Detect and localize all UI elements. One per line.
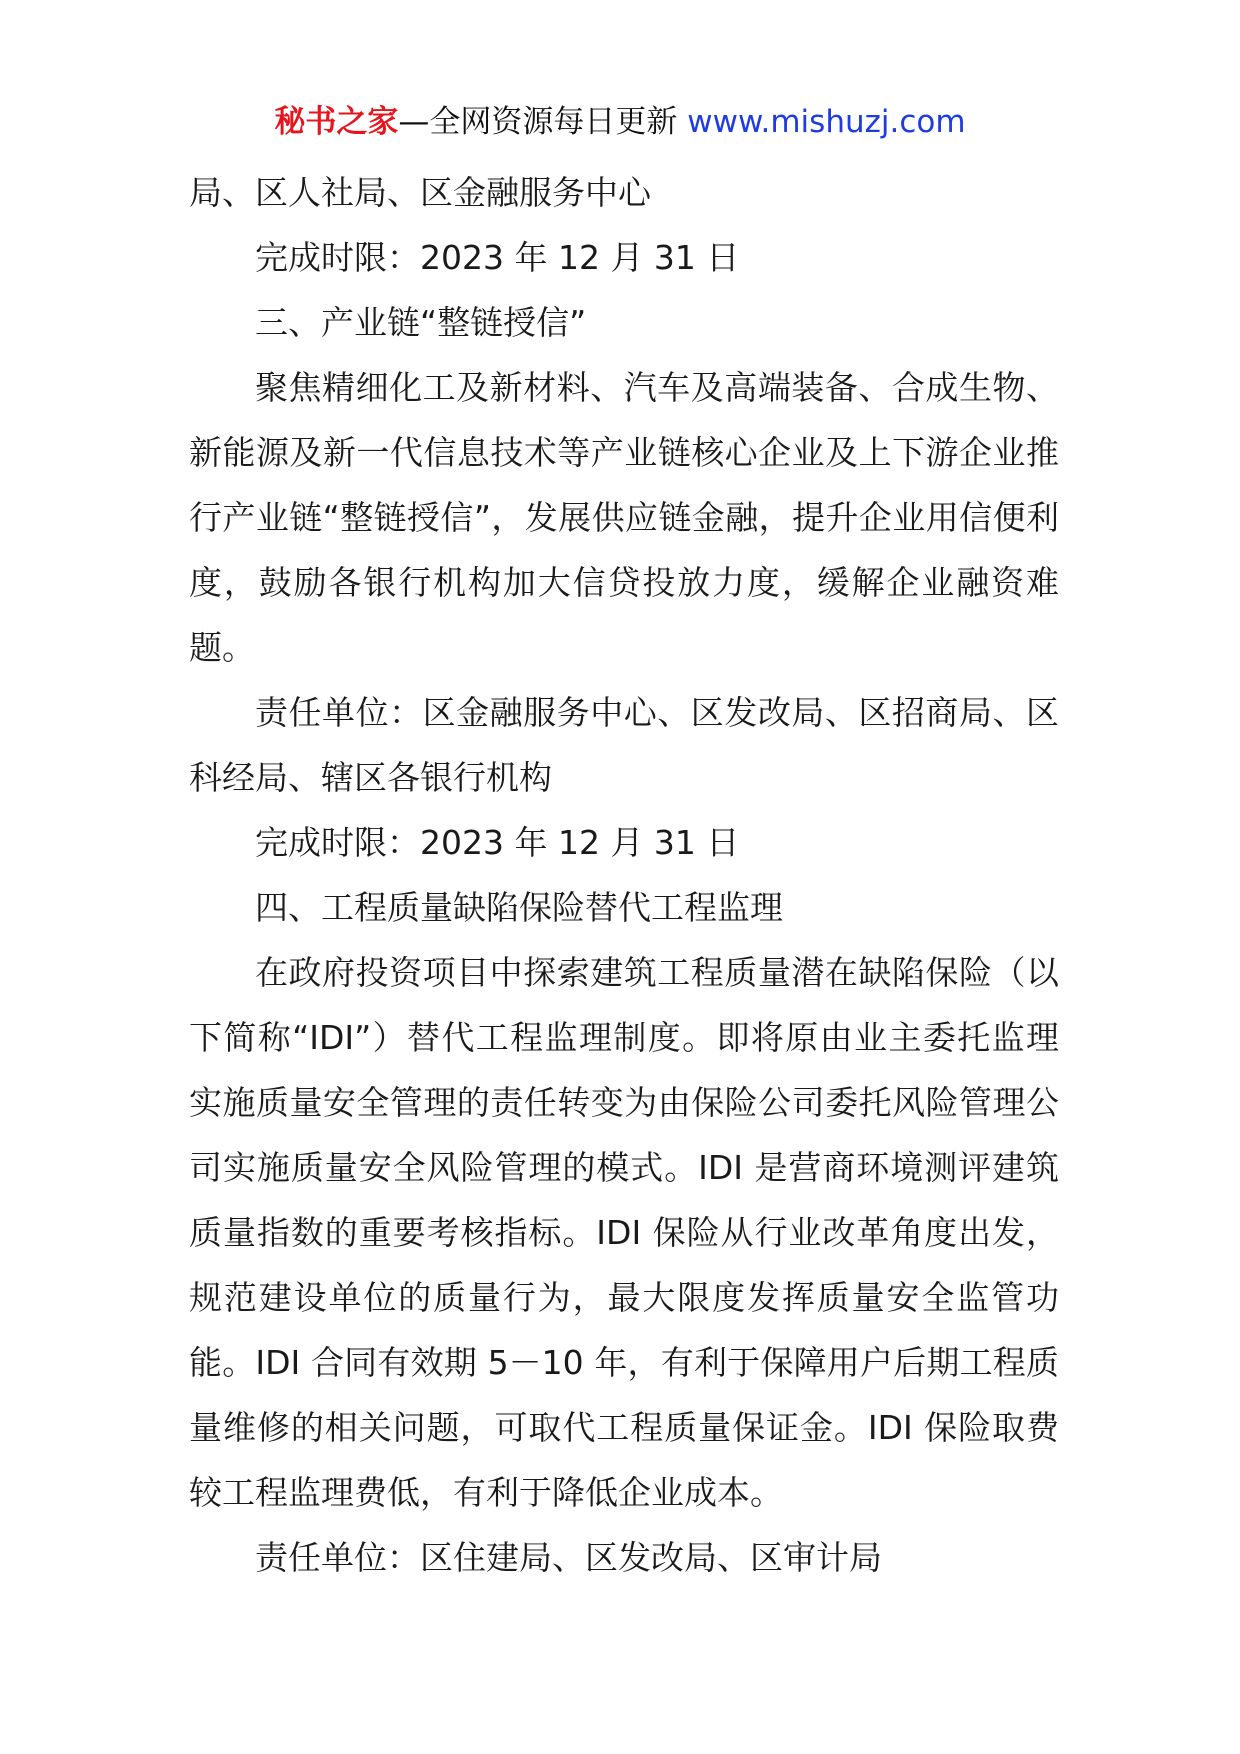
paragraph-continuation: 局、区人社局、区金融服务中心: [189, 173, 651, 212]
section-heading-3: 三、产业链“整链授信”: [255, 303, 587, 342]
document-body: [189, 160, 1059, 1590]
section-heading-4: 四、工程质量缺陷保险替代工程监理: [255, 888, 783, 927]
site-url: www.mishuzj.com: [687, 104, 966, 140]
brand-name: 秘书之家: [274, 104, 399, 140]
body-paragraph: 在政府投资项目中探索建筑工程质量潜在缺陷保险（以下简称“IDI”）替代工程监理制度。即将原由业主委托监理实施质量安全管理的责任转变为由保险公司委托风险管理公司实施质量安全风险管理的模式。IDI 是营商环境测评建筑质量指数的重要考核指标。IDI 保险从行业改革角度出发，规范建设单位的质量行为，最大限度发挥质量安全监管功能。IDI 合同有效期 5－10 年，有利于保障用户后期工程质量维修的相关问题，可取代工程质量保证金。IDI 保险取费较工程监理费低，有利于降低企业成本。: [189, 953, 1059, 1512]
header-tagline: —全网资源每日更新: [398, 104, 688, 140]
responsible-units-line: 责任单位：区住建局、区发改局、区审计局: [255, 1538, 882, 1577]
responsible-units-line: 责任单位：区金融服务中心、区发改局、区招商局、区科经局、辖区各银行机构: [189, 693, 1059, 797]
deadline-line: 完成时限：2023 年 12 月 31 日: [255, 238, 740, 277]
watermark-header: [0, 100, 1240, 144]
body-paragraph: 聚焦精细化工及新材料、汽车及高端装备、合成生物、新能源及新一代信息技术等产业链核心企业及上下游企业推行产业链“整链授信”，发展供应链金融，提升企业用信便利度，鼓励各银行机构加大信贷投放力度，缓解企业融资难题。: [189, 368, 1059, 667]
deadline-line: 完成时限：2023 年 12 月 31 日: [255, 823, 740, 862]
